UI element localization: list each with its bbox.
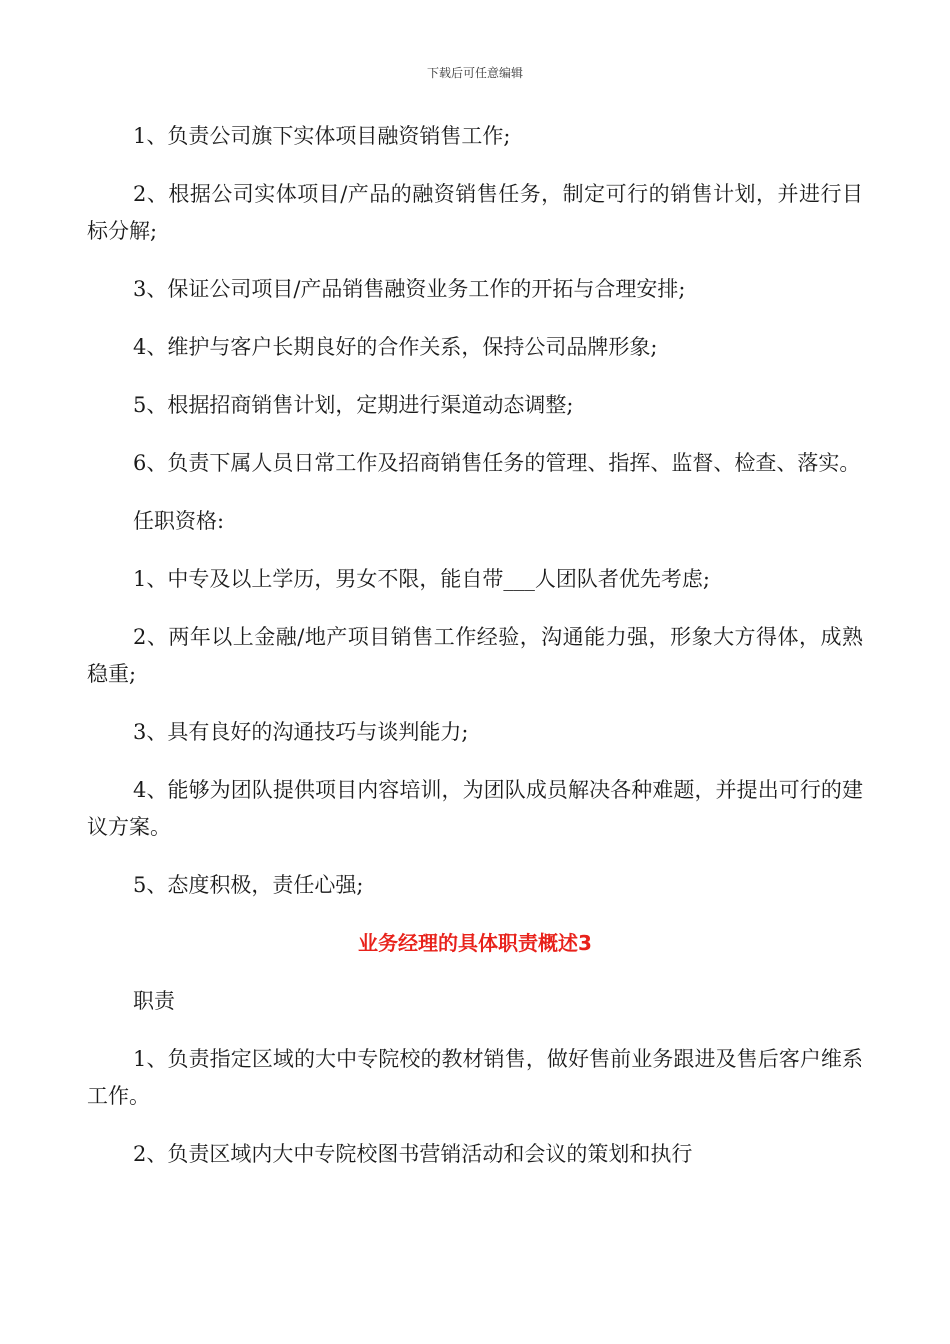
section-title: 业务经理的具体职责概述3 [358,931,592,955]
qualifications-heading: 任职资格: [133,509,225,533]
duty-item-1: 1、负责公司旗下实体项目融资销售工作; [133,124,511,148]
qualification-item-3: 3、具有良好的沟通技巧与谈判能力; [133,720,469,744]
duty-item-6: 6、负责下属人员日常工作及招商销售任务的管理、指挥、监督、检查、落实。 [133,451,861,475]
duty-item-2: 2、根据公司实体项目/产品的融资销售任务，制定可行的销售计划，并进行目标分解; [87,182,863,243]
responsibilities-heading: 职责 [133,989,175,1013]
duty-item-5: 5、根据招商销售计划，定期进行渠道动态调整; [133,393,574,417]
qualification-item-1: 1、中专及以上学历，男女不限，能自带___人团队者优先考虑; [133,567,710,591]
qualification-item-2: 2、两年以上金融/地产项目销售工作经验，沟通能力强，形象大方得体，成熟稳重; [87,625,863,686]
responsibility-item-1: 1、负责指定区域的大中专院校的教材销售，做好售前业务跟进及售后客户维系工作。 [87,1047,863,1108]
responsibility-item-2: 2、负责区域内大中专院校图书营销活动和会议的策划和执行 [133,1142,693,1166]
page-header-note: 下载后可任意编辑 [426,66,523,80]
document-body [87,118,863,1194]
duty-item-4: 4、维护与客户长期良好的合作关系，保持公司品牌形象; [133,335,658,359]
qualification-item-4: 4、能够为团队提供项目内容培训，为团队成员解决各种难题，并提出可行的建议方案。 [87,778,863,839]
qualification-item-5: 5、态度积极，责任心强; [133,873,364,897]
duty-item-3: 3、保证公司项目/产品销售融资业务工作的开拓与合理安排; [133,277,686,301]
